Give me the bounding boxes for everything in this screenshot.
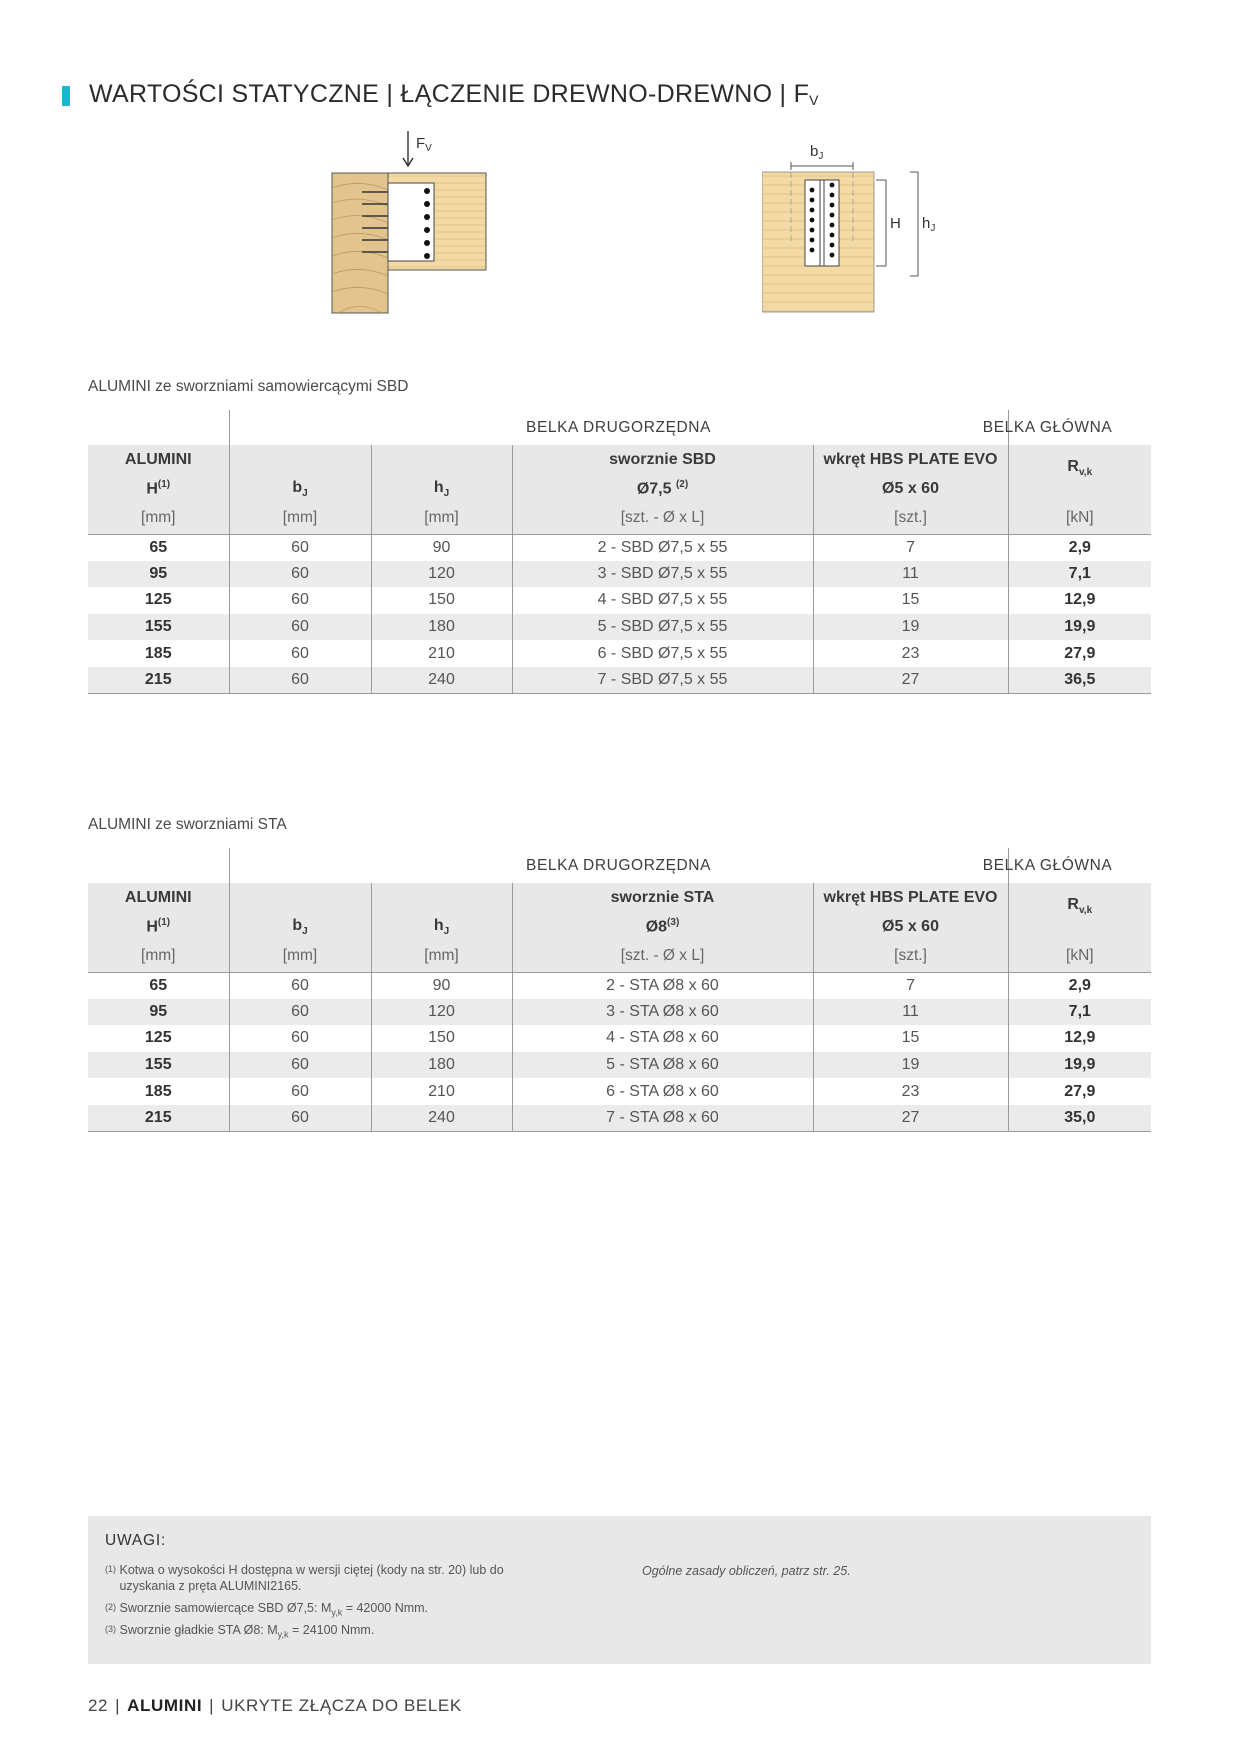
group-header-secondary: BELKA DRUGORZĘDNA <box>229 848 1008 883</box>
header-pins-dim: Ø8$^{(3)}$ <box>512 913 813 941</box>
table-row: 215 60 240 7 - SBD Ø7,5 x 55 27 36,5 <box>88 667 1151 694</box>
front-view-diagram <box>762 132 962 322</box>
table-caption-sta: ALUMINI ze sworzniami STA <box>88 816 287 833</box>
header-screw-dim: Ø5 x 60 <box>813 913 1008 941</box>
table-row: 65 60 90 2 - STA Ø8 x 60 7 2,9 <box>88 972 1151 999</box>
header-hj: $h_J$ <box>371 475 512 503</box>
table-row: 155 60 180 5 - SBD Ø7,5 x 55 19 19,9 <box>88 614 1151 641</box>
header-bj: $b_J$ <box>229 475 371 503</box>
notes-title: UWAGI: <box>105 1532 167 1549</box>
header-alumini: ALUMINI <box>88 883 229 913</box>
note-1: $^{(1)}$ Kotwa o wysokości H dostępna w wersji ciętej (kody na str. 20) lub do uzyskania z pręta ALUMINI2165. <box>105 1563 504 1593</box>
header-alumini: ALUMINI <box>88 445 229 475</box>
side-view-diagram <box>330 128 490 318</box>
note-2: $^{(2)}$ Sworznie samowiercące SBD Ø7,5: $M_{y,k} = 42000$ Nmm. <box>105 1601 429 1618</box>
table-sta: BELKA DRUGORZĘDNA BELKA GŁÓWNA ALUMINI sworznie STA wkręt HBS PLATE EVO $R_{v,k}$ $H^{(1)}$ $b_J$ $h_J$ Ø8$^{(3)}$ Ø5 x 60 [mm] [mm] [mm] [szt. - Ø x L] [szt.] [kN] 65 60 90 2 - STA Ø8 x 60 7 2,9 95 60 120 3 - STA Ø8 x 60 11 7,1 125 60 150 4 - STA Ø8 x 60 15 12,9 155 60 180 5 - STA Ø8 x 60 19 19,9 185 60 210 6 - STA Ø8 x 60 23 27,9 215 60 240 7 - STA Ø8 x 60 27 35,0 <box>88 848 1151 1132</box>
header-bj: $b_J$ <box>229 913 371 941</box>
footer: 22 | ALUMINI | UKRYTE ZŁĄCZA DO BELEK <box>88 1696 462 1715</box>
group-header-main: BELKA GŁÓWNA <box>1008 848 1151 883</box>
table-row: 125 60 150 4 - SBD Ø7,5 x 55 15 12,9 <box>88 587 1151 614</box>
header-screw: wkręt HBS PLATE EVO <box>813 445 1008 475</box>
table-sbd: BELKA DRUGORZĘDNA BELKA GŁÓWNA ALUMINI sworznie SBD wkręt HBS PLATE EVO $R_{v,k}$ $H^{(1)}$ $b_J$ $h_J$ Ø7,5 $^{(2)}$ Ø5 x 60 [mm] [mm] [mm] [szt. - Ø x L] [szt.] [kN] 65 60 90 2 - SBD Ø7,5 x 55 7 2,9 95 60 120 3 - SBD Ø7,5 x 55 11 7,1 125 60 150 4 - SBD Ø7,5 x 55 15 12,9 155 60 180 5 - SBD Ø7,5 x 55 19 19,9 185 60 210 6 - SBD Ø7,5 x 55 23 27,9 215 60 240 7 - SBD Ø7,5 x 55 27 36,5 <box>88 410 1151 694</box>
table-row: 125 60 150 4 - STA Ø8 x 60 15 12,9 <box>88 1025 1151 1052</box>
header-pins-dim: Ø7,5 $^{(2)}$ <box>512 475 813 503</box>
header-rvk: $R_{v,k}$ <box>1008 445 1151 503</box>
group-header-main: BELKA GŁÓWNA <box>1008 410 1151 445</box>
note-general: Ogólne zasady obliczeń, patrz str. 25. <box>642 1564 851 1578</box>
header-rvk: $R_{v,k}$ <box>1008 883 1151 941</box>
force-label: $F_V$ <box>416 135 432 154</box>
title-accent-bar <box>62 86 70 106</box>
table-row: 185 60 210 6 - STA Ø8 x 60 23 27,9 <box>88 1078 1151 1105</box>
note-3: $^{(3)}$ Sworznie gładkie STA Ø8: $M_{y,k} = 24100$ Nmm. <box>105 1623 375 1640</box>
header-H: $H^{(1)}$ <box>88 913 229 941</box>
header-screw: wkręt HBS PLATE EVO <box>813 883 1008 913</box>
footer-product: ALUMINI <box>127 1696 203 1715</box>
header-pins: sworznie STA <box>512 883 813 913</box>
header-pins: sworznie SBD <box>512 445 813 475</box>
table-row: 95 60 120 3 - STA Ø8 x 60 11 7,1 <box>88 999 1151 1026</box>
page-number: 22 <box>88 1696 109 1715</box>
notes-box <box>88 1516 1151 1664</box>
header-hj: $h_J$ <box>371 913 512 941</box>
table-row: 155 60 180 5 - STA Ø8 x 60 19 19,9 <box>88 1052 1151 1079</box>
bj-label: $b_J$ <box>810 143 824 162</box>
table-row: 95 60 120 3 - SBD Ø7,5 x 55 11 7,1 <box>88 561 1151 588</box>
H-label: H <box>890 215 901 232</box>
footer-section: UKRYTE ZŁĄCZA DO BELEK <box>221 1696 462 1715</box>
group-header-secondary: BELKA DRUGORZĘDNA <box>229 410 1008 445</box>
page-title: WARTOŚCI STATYCZNE | ŁĄCZENIE DREWNO-DREWNO | $F_V$ <box>89 80 819 108</box>
header-H: $H^{(1)}$ <box>88 475 229 503</box>
table-caption-sbd: ALUMINI ze sworzniami samowiercącymi SBD <box>88 378 409 395</box>
table-row: 185 60 210 6 - SBD Ø7,5 x 55 23 27,9 <box>88 640 1151 667</box>
header-screw-dim: Ø5 x 60 <box>813 475 1008 503</box>
hj-label: $h_J$ <box>922 215 936 234</box>
table-row: 65 60 90 2 - SBD Ø7,5 x 55 7 2,9 <box>88 534 1151 561</box>
table-row: 215 60 240 7 - STA Ø8 x 60 27 35,0 <box>88 1105 1151 1132</box>
